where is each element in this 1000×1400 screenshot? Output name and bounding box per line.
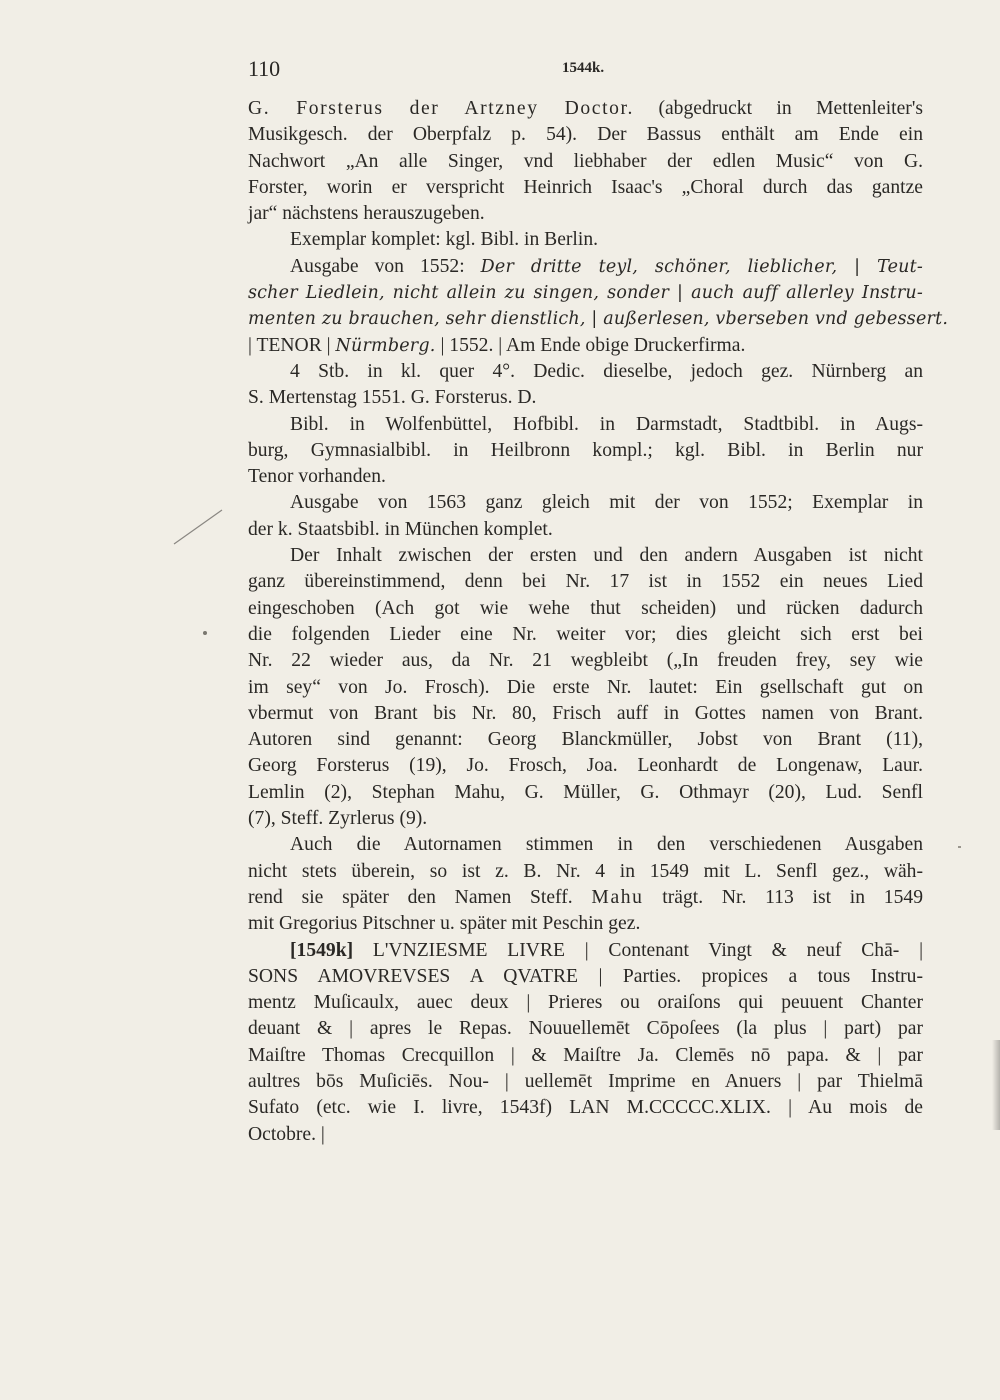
paragraph: [248, 96, 923, 227]
text-segment: vbermut von Brant bis Nr. 80, Frisch auff in Gottes namen von Brant.: [248, 702, 923, 724]
text-segment: S. Mertenstag 1551. G. Forsterus. D.: [248, 387, 537, 409]
text-segment: Autoren sind genannt: Georg Blanckmüller, Jobst von Brant (11),: [248, 729, 923, 751]
text-line: [248, 201, 923, 227]
text-segment: rend sie später den Namen Steff.: [248, 886, 592, 908]
text-line: [248, 543, 923, 569]
text-line: [248, 806, 923, 832]
text-line: [248, 438, 923, 464]
paragraph: [248, 938, 923, 1148]
text-segment: menten zu brauchen, sehr dienstlich, | außerlesen, vberseben vnd gebessert.: [248, 309, 949, 330]
running-head: 1544k.: [562, 60, 605, 76]
text-segment: Ausgabe von 1552:: [290, 255, 481, 277]
text-line: [248, 569, 923, 595]
text-segment: G. Forsterus der Artzney Doctor.: [248, 98, 635, 119]
text-line: [248, 859, 923, 885]
text-segment: mentz Muſicaulx, auec deux | Prieres ou oraiſons qui peuuent Chanter: [248, 992, 923, 1014]
text-line: [248, 832, 923, 858]
text-line: [248, 464, 923, 490]
text-segment: burg, Gymnasialbibl. in Heilbronn kompl.; kgl. Bibl. in Berlin nur: [248, 439, 923, 461]
text-segment: | 1552. | Am Ende obige Druckerfirma.: [435, 334, 746, 356]
text-line: [248, 753, 923, 779]
text-segment: trägt. Nr. 113 ist in 1549: [643, 886, 923, 908]
text-line: [248, 990, 923, 1016]
text-line: [248, 911, 923, 937]
text-segment: ganz übereinstimmend, denn bei Nr. 17 ist in 1552 ein neues Lied: [248, 571, 923, 593]
text-segment: Exemplar komplet: kgl. Bibl. in Berlin.: [290, 229, 599, 251]
pencil-mark: [172, 506, 224, 546]
text-line: [248, 701, 923, 727]
text-segment: Der dritte teyl, schöner, lieblicher, | Teut-: [480, 256, 923, 277]
text-segment: der k. Staatsbibl. in München komplet.: [248, 518, 553, 540]
text-segment: Der Inhalt zwischen der ersten und den andern Ausgaben ist nicht: [290, 545, 923, 567]
text-segment: scher Liedlein, nicht allein zu singen, sonder | auch auff allerley Instru-: [248, 283, 923, 304]
text-segment: jar“ nächstens herauszugeben.: [248, 203, 485, 225]
text-segment: Octobre. |: [248, 1123, 325, 1145]
text-line: [248, 149, 923, 175]
text-line: [248, 227, 923, 253]
text-line: [248, 175, 923, 201]
text-line: [248, 885, 923, 911]
text-segment: die folgenden Lieder eine Nr. weiter vor; dies gleicht sich erst bei: [248, 623, 923, 645]
text-segment: Nachwort „An alle Singer, vnd liebhaber der edlen Music“ von G.: [248, 150, 923, 172]
paragraph: [248, 832, 923, 937]
text-segment: Ausgabe von 1563 ganz gleich mit der von 1552; Exemplar in: [290, 492, 923, 514]
text-segment: Georg Forsterus (19), Jo. Frosch, Joa. Leonhardt de Longenaw, Laur.: [248, 755, 923, 777]
text-segment: Mahu: [591, 886, 644, 908]
text-line: [248, 727, 923, 753]
margin-dot: [958, 846, 961, 848]
text-line: [248, 938, 923, 964]
text-line: [248, 1095, 923, 1121]
text-line: [248, 333, 923, 359]
text-line: [248, 359, 923, 385]
text-line: [248, 964, 923, 990]
text-line: [248, 675, 923, 701]
text-segment: Tenor vorhanden.: [248, 466, 386, 488]
text-line: [248, 122, 923, 148]
paragraph: [248, 254, 949, 359]
text-segment: (7), Steff. Zyrlerus (9).: [248, 808, 428, 830]
text-line: [248, 490, 923, 516]
text-segment: Sufato (etc. wie I. livre, 1543f) LAN M.CCCCC.XLIX. | Au mois de: [248, 1097, 923, 1119]
text-line: [248, 306, 949, 332]
page-header: [248, 56, 928, 86]
text-segment: aultres bōs Muſiciēs. Nou- | uellemēt Imprime en Anuers | par Thielmā: [248, 1070, 923, 1092]
text-line: [248, 596, 923, 622]
text-line: [248, 1043, 923, 1069]
text-segment: nicht stets überein, so ist z. B. Nr. 4 in 1549 mit L. Senfl gez., wäh-: [248, 860, 923, 882]
paragraph: [248, 412, 923, 491]
text-segment: Nr. 22 wieder aus, da Nr. 21 wegbleibt („In freuden frey, sey wie: [248, 650, 923, 672]
paragraph: [248, 359, 923, 412]
paragraph: [248, 543, 923, 832]
text-line: [248, 780, 923, 806]
text-line: [248, 1016, 923, 1042]
text-segment: im sey“ von Jo. Frosch). Die erste Nr. lautet: Ein gsellschaft gut on: [248, 676, 923, 698]
text-line: [248, 517, 923, 543]
text-line: [248, 280, 923, 306]
text-segment: Musikgesch. der Oberpfalz p. 54). Der Bassus enthält am Ende ein: [248, 124, 923, 146]
text-segment: | TENOR |: [248, 334, 336, 356]
text-line: [248, 96, 923, 122]
text-segment: 4 Stb. in kl. quer 4°. Dedic. dieselbe, jedoch gez. Nürnberg an: [290, 360, 923, 382]
text-line: [248, 385, 923, 411]
margin-dot: [203, 631, 207, 635]
text-segment: (abgedruckt in Mettenleiter's: [634, 98, 923, 119]
page-number: 110: [248, 56, 281, 81]
text-segment: Forster, worin er verspricht Heinrich Isaac's „Choral durch das gantze: [248, 176, 923, 198]
edge-shadow: [992, 1040, 1000, 1130]
text-segment: Bibl. in Wolfenbüttel, Hofbibl. in Darmstadt, Stadtbibl. in Augs-: [290, 413, 923, 435]
text-line: [248, 1069, 923, 1095]
text-segment: SONS AMOVREVSES A QVATRE | Parties. propices a tous Instru-: [248, 965, 923, 987]
text-segment: [1549k]: [290, 939, 354, 961]
text-line: [248, 622, 923, 648]
text-segment: eingeschoben (Ach got wie wehe thut scheiden) und rücken dadurch: [248, 597, 923, 619]
text-segment: Nürmberg.: [335, 335, 436, 356]
text-segment: deuant & | apres le Repas. Nouuellemēt Cōpoſees (la plus | part) par: [248, 1018, 923, 1040]
text-line: [248, 648, 923, 674]
paragraph: [248, 227, 923, 253]
text-segment: Auch die Autornamen stimmen in den verschiedenen Ausgaben: [290, 834, 923, 856]
text-segment: L'VNZIESME LIVRE | Contenant Vingt & neuf Chā- |: [353, 939, 923, 961]
text-segment: Lemlin (2), Stephan Mahu, G. Müller, G. Othmayr (20), Lud. Senfl: [248, 781, 923, 803]
text-segment: Maiſtre Thomas Crecquillon | & Maiſtre Ja. Clemēs nō papa. & | par: [248, 1044, 923, 1066]
body-text: [248, 96, 949, 1148]
text-line: [248, 1122, 923, 1148]
text-line: [248, 254, 923, 280]
text-segment: mit Gregorius Pitschner u. später mit Peschin gez.: [248, 913, 641, 935]
paragraph: [248, 490, 923, 543]
text-line: [248, 412, 923, 438]
